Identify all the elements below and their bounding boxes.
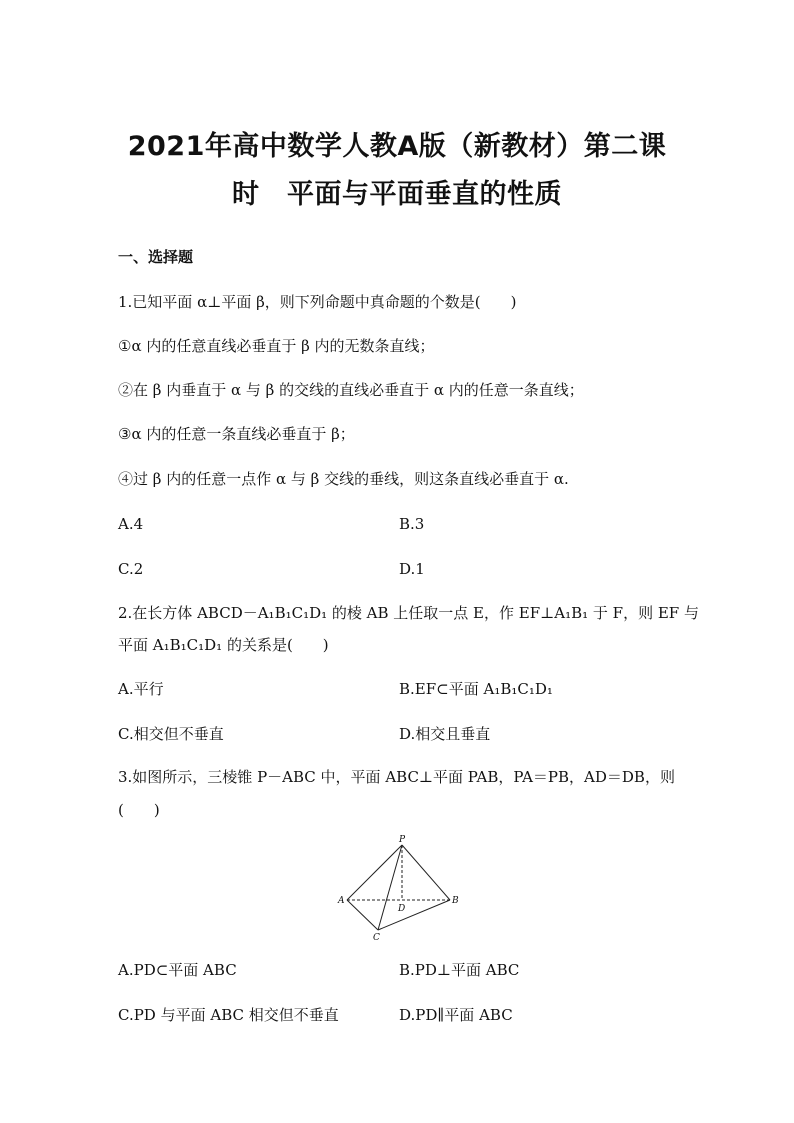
label-c: C (373, 933, 380, 943)
edge-pb (402, 845, 450, 900)
edge-pc (378, 845, 402, 930)
q2-option-c: C.相交但不垂直 (118, 725, 224, 743)
label-b: B (452, 896, 459, 906)
q1-item-4: ④过 β 内的任意一点作 α 与 β 交线的垂线，则这条直线必垂直于 α. (118, 470, 569, 488)
label-a: A (338, 896, 345, 906)
q1-stem: 1.已知平面 α⊥平面 β，则下列命题中真命题的个数是( ) (118, 293, 517, 311)
edge-ac (347, 900, 378, 930)
q3-option-a: A.PD⊂平面 ABC (118, 961, 237, 979)
q1-item-3: ③α 内的任意一条直线必垂直于 β； (118, 425, 355, 443)
pyramid-figure (335, 833, 465, 945)
q2-stem-line-2: 平面 A₁B₁C₁D₁ 的关系是( ) (118, 636, 329, 654)
q2-option-a: A.平行 (118, 680, 164, 698)
q2-stem-line-1: 2.在长方体 ABCD－A₁B₁C₁D₁ 的棱 AB 上任取一点 E，作 EF⊥A₁B₁ 于 F，则 EF 与 (118, 604, 699, 622)
q1-option-a: A.4 (118, 515, 144, 533)
label-p: P (399, 835, 406, 845)
q3-option-d: D.PD∥平面 ABC (399, 1006, 513, 1024)
q1-option-b: B.3 (399, 515, 425, 533)
q2-option-b: B.EF⊂平面 A₁B₁C₁D₁ (399, 680, 553, 698)
q3-option-c: C.PD 与平面 ABC 相交但不垂直 (118, 1006, 339, 1024)
q1-option-c: C.2 (118, 560, 144, 578)
q1-option-d: D.1 (399, 560, 425, 578)
q3-stem-line-2: ( ) (118, 801, 160, 819)
q2-option-d: D.相交且垂直 (399, 725, 491, 743)
q3-stem-line-1: 3.如图所示，三棱锥 P－ABC 中，平面 ABC⊥平面 PAB，PA＝PB，AD＝DB，则 (118, 768, 675, 786)
doc-title-line-2: 时 平面与平面垂直的性质 (232, 179, 562, 210)
doc-title-line-1: 2021年高中数学人教A版（新教材）第二课 (127, 131, 667, 162)
section-heading: 一、选择题 (118, 248, 194, 266)
label-d: D (398, 904, 406, 914)
edge-cb (378, 900, 450, 930)
q1-item-1: ①α 内的任意直线必垂直于 β 内的无数条直线； (118, 337, 435, 355)
q1-item-2: ②在 β 内垂直于 α 与 β 的交线的直线必垂直于 α 内的任意一条直线； (118, 381, 584, 399)
q3-option-b: B.PD⊥平面 ABC (399, 961, 520, 979)
